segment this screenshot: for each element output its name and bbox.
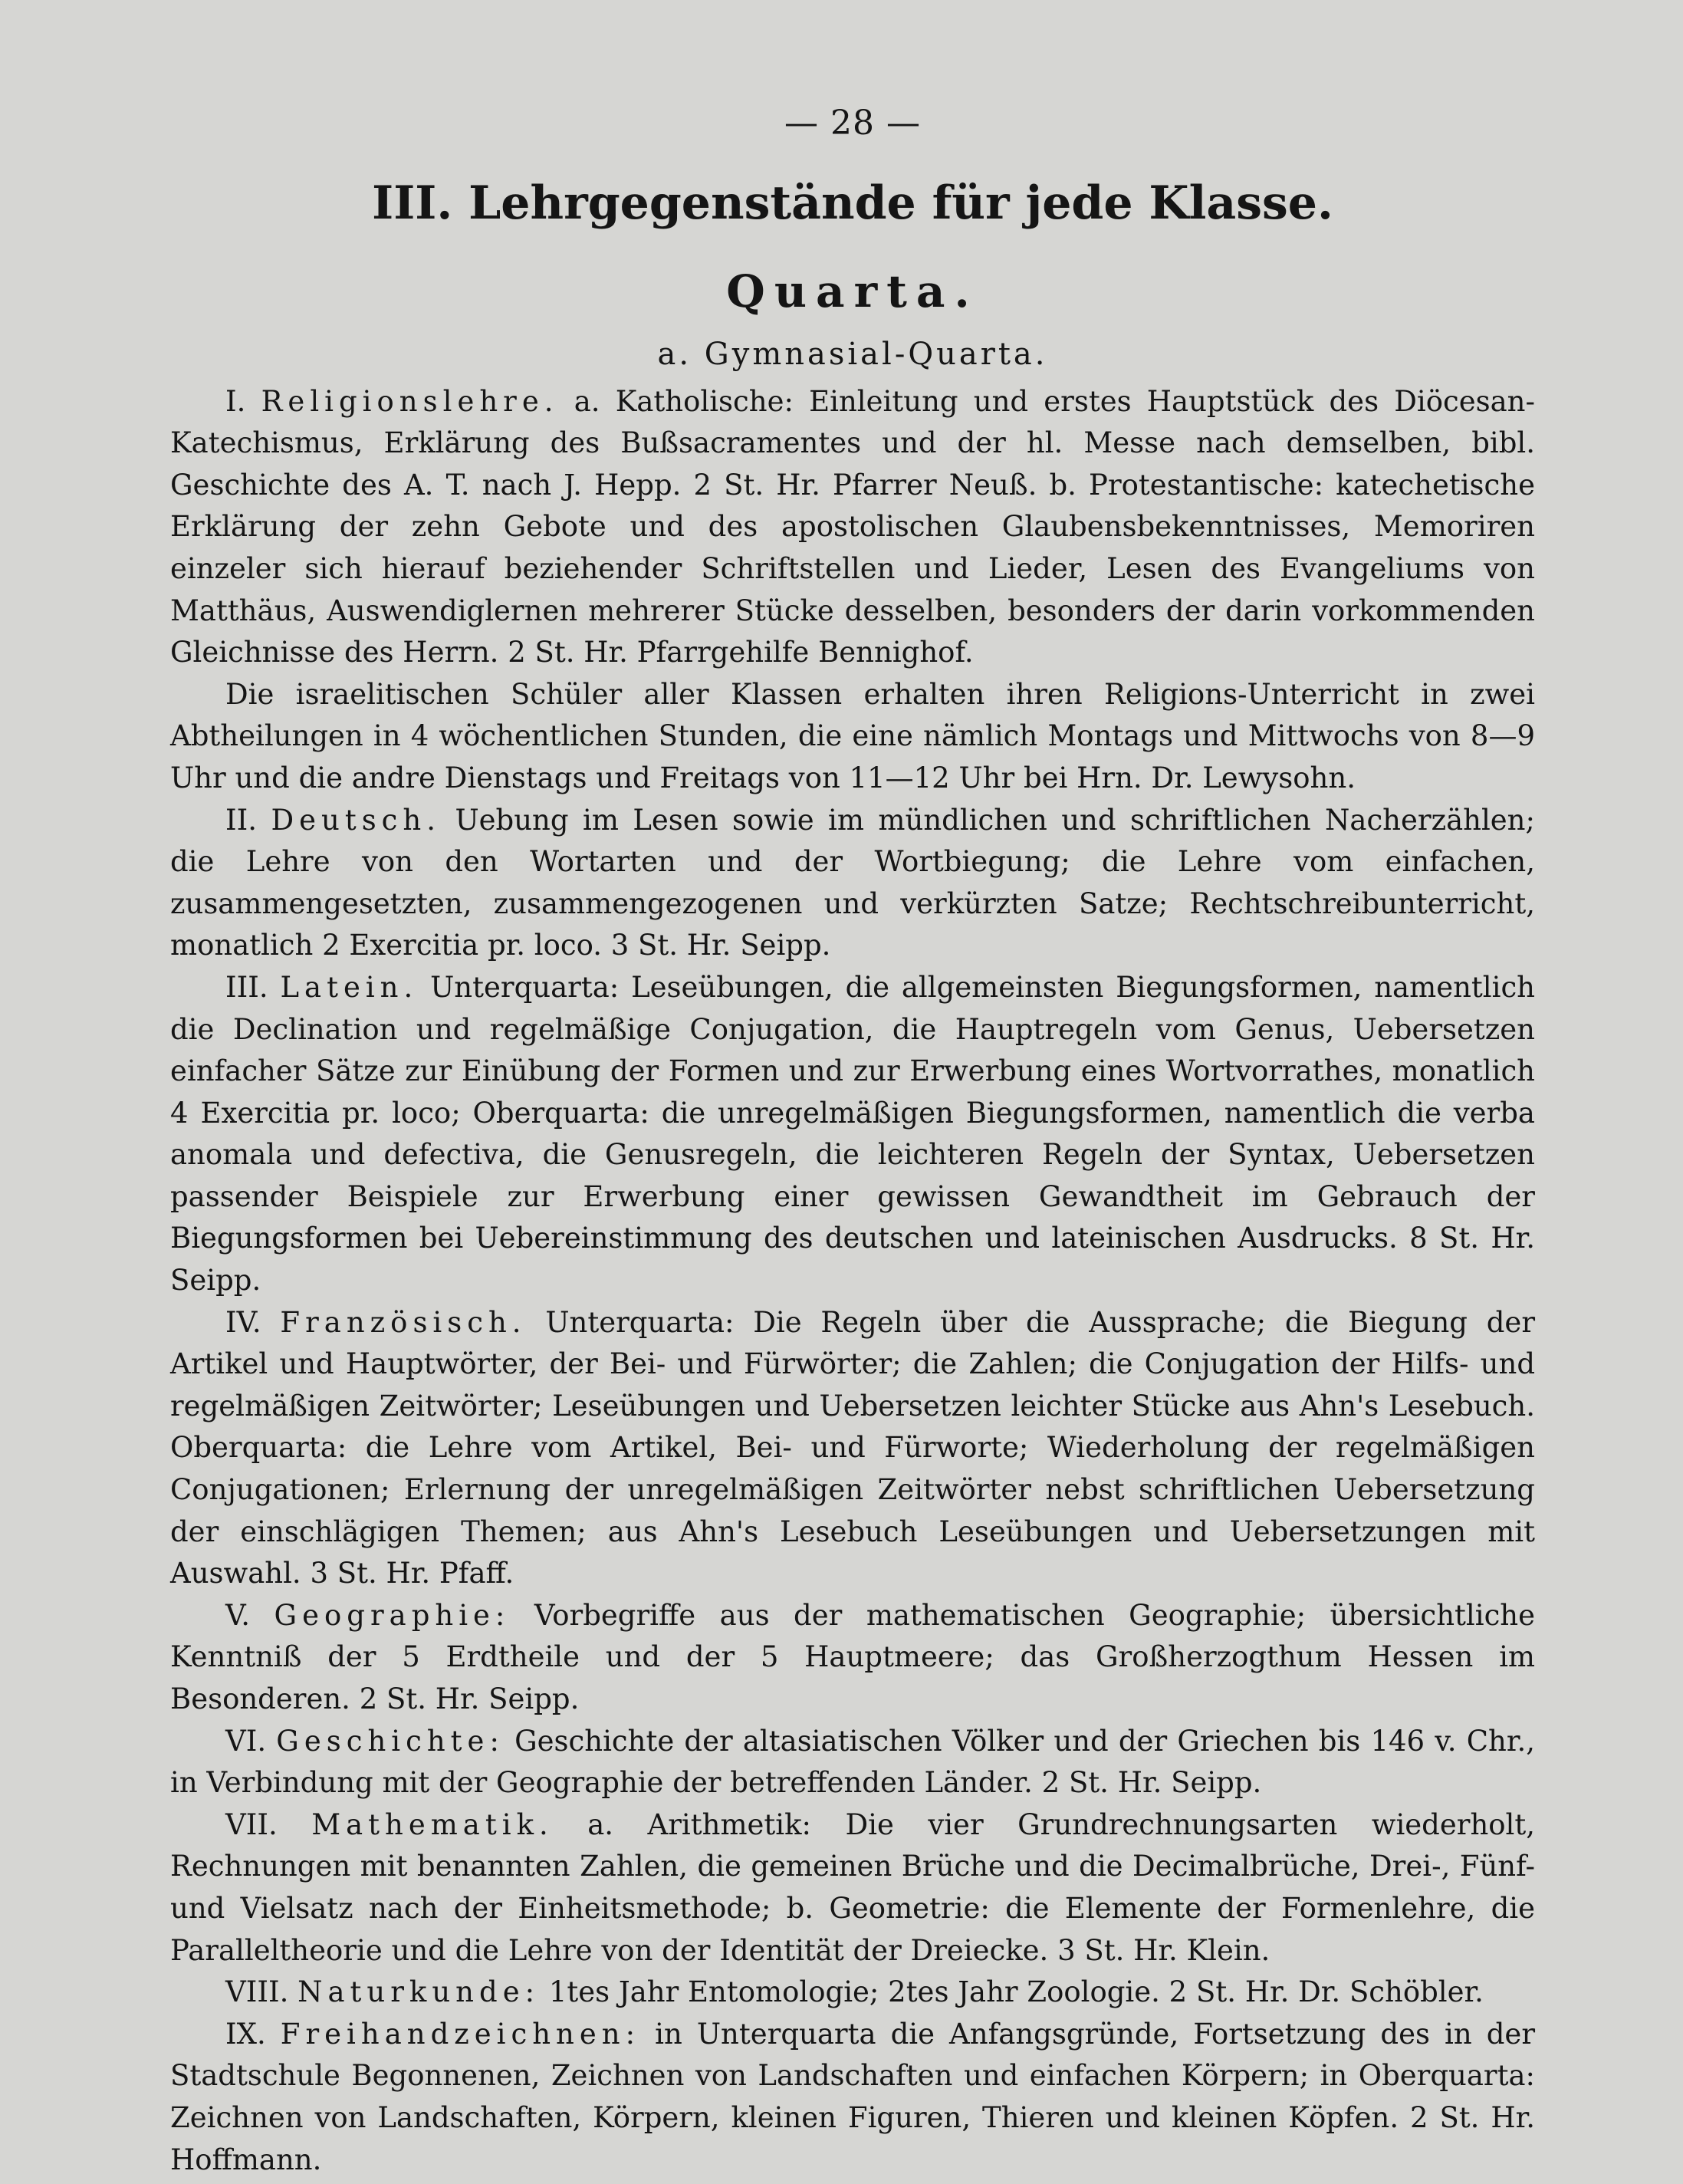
paragraph-freihandzeichnen: IX. Freihandzeichnen: in Unterquarta die Anfangsgründe, Fortsetzung des in der Stadtschule Begonnenen, Zeichnen von Landschaften und einfachen Körpern; in Oberquarta: Zeichnen von Landschaften, Körpern, kleinen Figuren, Thieren und kleinen Köpfen. 2 St. Hr. Hoffmann. <box>170 2017 1536 2176</box>
subject-label: Französisch. <box>280 1305 527 1339</box>
page-number: — 28 — <box>784 104 921 143</box>
page-text <box>170 90 1535 2181</box>
subject-label: Naturkunde: <box>297 1975 541 2009</box>
subject-label: Geschichte: <box>276 1724 505 1758</box>
paragraph-naturkunde: VIII. Naturkunde: 1tes Jahr Entomologie; 2tes Jahr Zoologie. 2 St. Hr. Dr. Schöbler. <box>225 1975 1484 2009</box>
sub-heading: a. Gymnasial-Quarta. <box>657 336 1048 372</box>
paragraph-deutsch: II. Deutsch. Uebung im Lesen sowie im mündlichen und schriftlichen Nacherzählen; die Lehre von den Wortarten und der Wortbiegung; die Lehre vom einfachen, zusammengesetzten, zusammengezogenen und verkürzten Satze; Rechtschreibunterricht, monatlich 2 Exercitia pr. loco. 3 St. Hr. Seipp. <box>170 803 1535 962</box>
paragraph-latein: III. Latein. Unterquarta: Leseübungen, die allgemeinsten Biegungsformen, namentlich die Declination und regelmäßige Conjugation, die Hauptregeln vom Genus, Uebersetzen einfacher Sätze zur Einübung der Formen und zur Erwerbung eines Wortvorrathes, monatlich 4 Exercitia pr. loco; Oberquarta: die unregelmäßigen Biegungsformen, namentlich die verba anomala und defectiva, die Genusregeln, die leichteren Regeln der Syntax, Uebersetzen passender Beispiele zur Erwerbung einer gewissen Gewandtheit im Gebrauch der Biegungsformen bei Uebereinstimmung des deutschen und lateinischen Ausdrucks. 8 St. Hr. Seipp. <box>170 970 1536 1298</box>
subject-label: Geographie: <box>274 1598 511 1632</box>
paragraph-mathematik: VII. Mathematik. a. Arithmetik: Die vier Grundrechnungsarten wiederholt, Rechnungen mit benannten Zahlen, die gemeinen Brüche und die Decimalbrüche, Drei-, Fünf- und Vielsatz nach der Einheitsmethode; b. Geometrie: die Elemente der Formenlehre, die Paralleltheorie und die Lehre von der Identität der Dreiecke. 3 St. Hr. Klein. <box>170 1807 1536 1967</box>
subject-label: Freihandzeichnen: <box>280 2017 641 2051</box>
section-heading: III. Lehrgegenstände für jede Klasse. <box>372 176 1333 230</box>
paragraph-geographie: V. Geographie: Vorbegriffe aus der mathematischen Geographie; übersichtliche Kenntniß der 5 Erdtheile und der 5 Hauptmeere; das Großherzogthum Hessen im Besonderen. 2 St. Hr. Seipp. <box>170 1598 1536 1715</box>
paragraph-israelite-note: Die israelitischen Schüler aller Klassen erhalten ihren Religions-Unterricht in zwei Abtheilungen in 4 wöchentlichen Stunden, die eine nämlich Montags und Mittwochs von 8—9 Uhr und die andre Dienstags und Freitags von 11—12 Uhr bei Hrn. Dr. Lewysohn. <box>170 677 1535 794</box>
subject-label: Latein. <box>280 970 419 1004</box>
subject-label: Religionslehre. <box>261 384 559 418</box>
paragraph-religion: I. Religionslehre. a. Katholische: Einleitung und erstes Hauptstück des Diöcesan-Katechismus, Erklärung des Bußsacramentes und der hl. Messe nach demselben, bibl. Geschichte des A. T. nach J. Hepp. 2 St. Hr. Pfarrer Neuß. b. Protestantische: katechetische Erklärung der zehn Gebote und des apostolischen Glaubensbekenntnisses, Memoriren einzeler sich hierauf beziehender Schriftstellen und Lieder, Lesen des Evangeliums von Matthäus, Auswendiglernen mehrerer Stücke desselben, besonders der darin vorkommenden Gleichnisse des Herrn. 2 St. Hr. Pfarrgehilfe Bennighof. <box>170 384 1536 669</box>
paragraph-geschichte: VI. Geschichte: Geschichte der altasiatischen Völker und der Griechen bis 146 v. Chr., in Verbindung mit der Geographie der betreffenden Länder. 2 St. Hr. Seipp. <box>170 1724 1535 1800</box>
paragraph-franzoesisch: IV. Französisch. Unterquarta: Die Regeln über die Aussprache; die Biegung der Artikel und Hauptwörter, der Bei- und Fürwörter; die Zahlen; die Conjugation der Hilfs- und regelmäßigen Zeitwörter; Leseübungen und Uebersetzen leichter Stücke aus Ahn's Lesebuch. Oberquarta: die Lehre vom Artikel, Bei- und Fürworte; Wiederholung der regelmäßigen Conjugationen; Erlernung der unregelmäßigen Zeitwörter nebst schriftlichen Uebersetzung der einschlägigen Themen; aus Ahn's Lesebuch Leseübungen und Uebersetzungen mit Auswahl. 3 St. Hr. Pfaff. <box>170 1305 1536 1590</box>
class-heading: Quarta. <box>726 265 979 317</box>
subject-label: Deutsch. <box>271 803 441 837</box>
subject-label: Mathematik. <box>311 1807 554 1841</box>
